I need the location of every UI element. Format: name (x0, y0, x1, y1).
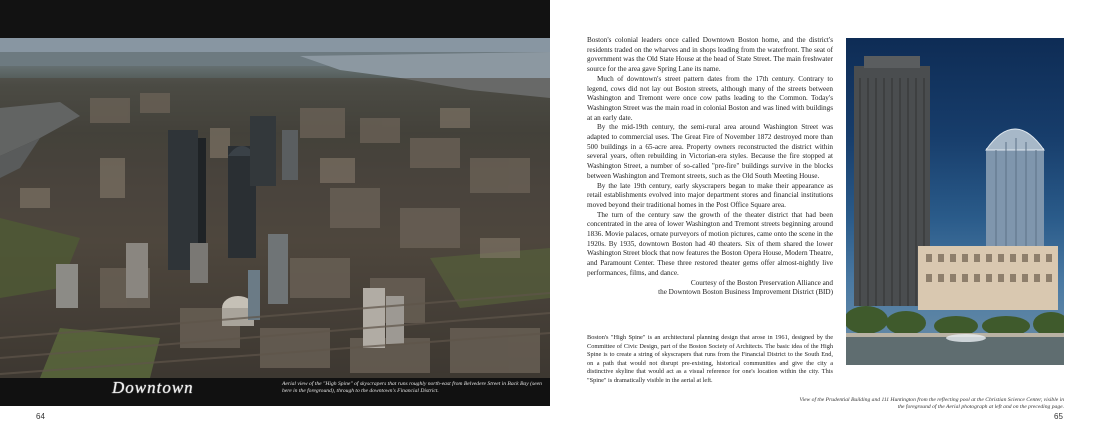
paragraph: Much of downtown's street pattern dates from the 17th century. Contrary to legend, cows did not lay out Boston streets, although many of the streets between Washington and Tremont were once cow paths leading to the Common. Today's Washington Street was the main road in colonial Boston and was lined with buildings at an early date. (587, 74, 833, 122)
prudential-building-photo (846, 38, 1064, 365)
paragraph: By the late 19th century, early skyscrapers began to make their appearance as retail establishments evolved into major department stores and financial institutions moved beyond their traditional homes in the Post Office Square area. (587, 181, 833, 209)
paragraph: The turn of the century saw the growth of the theater district that had been concentrated in the area of lower Washington and Tremont streets beginning around 1836. Movie palaces, ornate purveyors of motion pictures, came onto the scene in the 1920s. By 1935, downtown Boston had 40 theaters. Six of them shared the lower Washington Street block that now features the Boston Opera House, Modern Theatre, and Paramount Center. These three restored theater gems offer almost-nightly live performances, films, and dance. (587, 210, 833, 277)
high-spine-text: Boston's "High Spine" is an architectural planning design that arose in 1961, designed by the Committee of Civic Design, part of the Boston Society of Architects. The basic idea of the High Spine is to create a string of skyscrapers that runs from the Financial District to the South End, on a path that would not disrupt pre-existing, historical communities and give the city a distinctive skyline that would act as a visual reference for one's location within the city. This "Spine" is dramatically visible in the aerial at left. (587, 334, 833, 384)
aerial-photo-illustration (0, 38, 550, 378)
aerial-photo-caption: Aerial view of the "High Spine" of skyscrapers that runs roughly north-east from Belvedere Street in Back Bay (seen here in the foreground), through to the downtown's Financial District. (282, 381, 542, 394)
section-title: Downtown (112, 378, 194, 397)
aerial-photo-boston (0, 38, 550, 378)
paragraph: Boston's colonial leaders once called Downtown Boston home, and the district's residents traded on the wharves and in shops leading from the waterfront. The seat of government was the Old State House at the head of State Street. The main freshwater source for the area gave Spring Lane its name. (587, 36, 833, 74)
top-band (0, 0, 550, 38)
main-article-text (587, 36, 833, 298)
page-footer-left (0, 406, 550, 431)
courtesy-line: the Downtown Boston Business Improvement District (BID) (658, 288, 833, 297)
courtesy-line: Courtesy of the Boston Preservation Alliance and (690, 278, 833, 287)
page-number-right: 65 (1054, 412, 1063, 421)
prudential-photo-illustration (846, 38, 1064, 365)
paragraph: By the mid-19th century, the semi-rural area around Washington Street was adapted to commercial uses. The Great Fire of November 1872 destroyed more than 500 buildings in a 65-acre area. Property owners reconstructed the district within several years, often rebuilding in Victorian-era styles. Because the fire stopped at Washington Street, a number of so-called "pre-fire" buildings survive in the blocks between Washington and Tremont streets, such as the Old South Meeting House. (587, 123, 833, 180)
page-number-left: 64 (36, 412, 45, 421)
prudential-photo-caption: View of the Prudential Building and 111 Huntington from the reflecting pool at the Christian Science Center, visible in the foreground of the Aerial photograph at left and on the preceding page. (799, 397, 1064, 410)
